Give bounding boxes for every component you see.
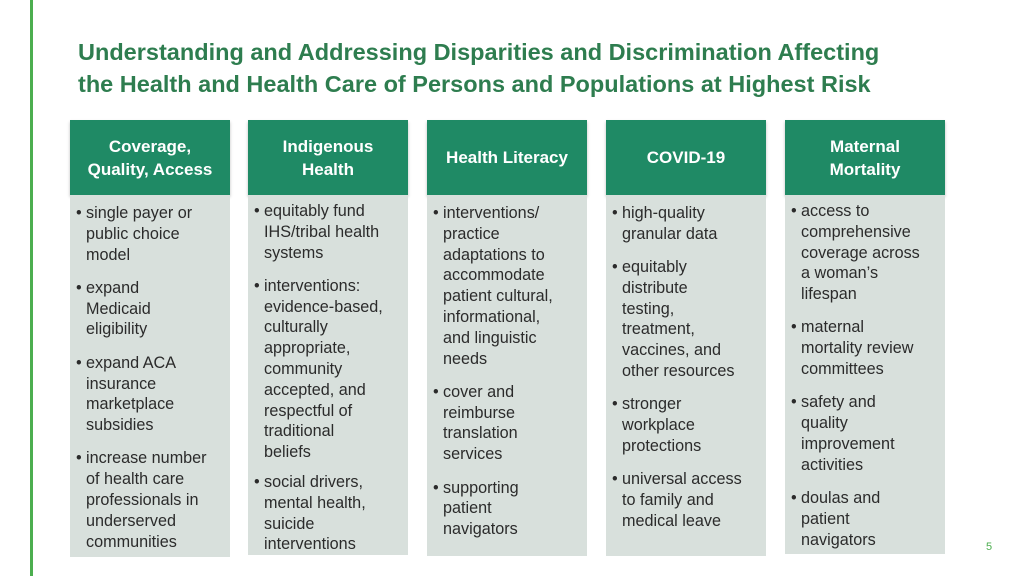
list-item	[612, 469, 760, 531]
item-line: community	[264, 360, 343, 379]
bullet: •	[612, 395, 618, 414]
item-line: a woman’s	[801, 264, 879, 283]
column-header	[427, 120, 587, 195]
item-line: interventions/	[443, 204, 540, 222]
item-line: of health care	[86, 470, 185, 489]
bullet: •	[76, 449, 82, 468]
list-item	[433, 203, 581, 369]
item-line: single payer or	[86, 204, 193, 222]
item-line: traditional	[264, 422, 335, 441]
item-line: medical leave	[622, 511, 721, 530]
bullet: •	[612, 258, 618, 277]
title-line-1: Understanding and Addressing Disparities and Discrimination Affecting	[78, 39, 880, 65]
column-health-literacy	[427, 120, 587, 556]
item-line: to family and	[622, 491, 714, 510]
item-line: access to	[801, 202, 870, 220]
item-line: respectful of	[264, 401, 353, 420]
item-line: culturally	[264, 318, 328, 337]
item-line: mental health,	[264, 493, 366, 512]
item-line: patient	[801, 509, 850, 528]
column-indigenous-health	[248, 120, 408, 555]
column-body	[427, 195, 587, 556]
page-number: 5	[986, 541, 993, 553]
left-accent-bar	[30, 0, 33, 576]
item-line: beliefs	[264, 443, 311, 462]
list-item	[791, 392, 939, 475]
list-item	[612, 394, 760, 456]
list-item	[791, 317, 939, 379]
list-item	[254, 201, 402, 263]
item-line: marketplace	[86, 395, 175, 414]
list-item	[791, 201, 939, 305]
bullet: •	[76, 278, 82, 297]
list-item	[612, 203, 760, 245]
header-line: Coverage,	[108, 136, 192, 156]
column-body	[70, 195, 230, 557]
list-item	[612, 257, 760, 382]
item-line: supporting	[443, 478, 519, 497]
item-line: interventions	[264, 535, 356, 554]
column-covid-19	[606, 120, 766, 556]
column-coverage-quality-access	[70, 120, 230, 557]
item-line: expand ACA	[86, 353, 176, 372]
item-line: translation	[443, 424, 518, 443]
item-line: equitably	[622, 258, 687, 277]
slide-title	[78, 36, 978, 100]
bullet: •	[76, 204, 82, 222]
bullet: •	[791, 202, 797, 220]
item-line: interventions:	[264, 276, 361, 295]
bullet: •	[791, 318, 797, 337]
item-line: stronger	[622, 395, 682, 414]
item-line: informational,	[443, 307, 541, 326]
list-item	[76, 353, 224, 436]
column-maternal-mortality	[785, 120, 945, 554]
item-line: public choice	[86, 224, 180, 243]
list-item	[791, 488, 939, 550]
item-line: accommodate	[443, 266, 545, 285]
item-line: IHS/tribal health	[264, 222, 380, 241]
item-line: improvement	[801, 434, 895, 453]
bullet: •	[254, 276, 260, 295]
column-header	[248, 120, 408, 195]
item-line: high-quality	[622, 204, 705, 222]
bullet: •	[612, 204, 618, 222]
list-item	[76, 203, 224, 265]
bullet: •	[791, 489, 797, 508]
item-line: comprehensive	[801, 222, 911, 241]
item-line: services	[443, 445, 503, 464]
item-line: activities	[801, 455, 864, 474]
header-line: Health	[302, 159, 354, 179]
column-header	[785, 120, 945, 195]
item-line: maternal	[801, 318, 864, 337]
item-line: accepted, and	[264, 380, 366, 399]
bullet: •	[433, 478, 439, 497]
item-line: model	[86, 245, 131, 264]
item-line: distribute	[622, 278, 688, 297]
bullet: •	[254, 473, 260, 492]
item-line: social drivers,	[264, 473, 363, 492]
column-body	[785, 195, 945, 554]
item-line: navigators	[801, 530, 876, 549]
item-line: subsidies	[86, 416, 154, 435]
header-line: Quality, Access	[87, 159, 213, 179]
header-line: Maternal	[830, 136, 900, 156]
item-line: committees	[801, 360, 884, 379]
item-line: coverage across	[801, 243, 920, 262]
bullet: •	[612, 470, 618, 489]
list-item	[433, 478, 581, 540]
item-line: adaptations to	[443, 245, 545, 264]
list-item	[76, 448, 224, 552]
column-body	[248, 195, 408, 555]
item-line: suicide	[264, 514, 315, 533]
item-line: practice	[443, 224, 500, 243]
item-line: safety and	[801, 393, 876, 412]
item-line: Medicaid	[86, 299, 151, 318]
item-line: other resources	[622, 362, 735, 381]
list-item	[76, 278, 224, 340]
item-line: universal access	[622, 470, 742, 489]
header-line: Indigenous	[282, 136, 374, 156]
item-line: workplace	[622, 416, 695, 435]
item-line: communities	[86, 532, 177, 551]
item-line: treatment,	[622, 320, 695, 339]
item-line: expand	[86, 278, 140, 297]
header-line: COVID-19	[646, 148, 726, 167]
item-line: systems	[264, 243, 324, 262]
item-line: equitably fund	[264, 202, 365, 220]
item-line: and linguistic	[443, 328, 537, 347]
column-body	[606, 195, 766, 556]
item-line: patient cultural,	[443, 287, 553, 306]
header-line: Mortality	[829, 159, 901, 179]
item-line: reimburse	[443, 403, 515, 422]
column-header	[70, 120, 230, 195]
header-line: Health Literacy	[446, 148, 568, 167]
item-line: insurance	[86, 374, 157, 393]
item-line: vaccines, and	[622, 341, 721, 360]
item-line: testing,	[622, 299, 675, 318]
item-line: protections	[622, 436, 702, 455]
title-line-2: the Health and Health Care of Persons and Populations at Highest Risk	[78, 71, 871, 97]
item-line: navigators	[443, 520, 518, 539]
list-item	[254, 276, 402, 463]
bullet: •	[254, 202, 260, 220]
item-line: quality	[801, 414, 848, 433]
bullet: •	[433, 382, 439, 401]
bullet: •	[791, 393, 797, 412]
item-line: doulas and	[801, 489, 881, 508]
item-line: evidence-based,	[264, 297, 383, 316]
item-line: appropriate,	[264, 339, 351, 358]
item-line: increase number	[86, 449, 207, 468]
list-item	[433, 382, 581, 465]
list-item	[254, 472, 402, 555]
item-line: lifespan	[801, 285, 857, 304]
item-line: eligibility	[86, 320, 148, 339]
item-line: cover and	[443, 382, 515, 401]
item-line: patient	[443, 499, 492, 518]
item-line: granular data	[622, 224, 718, 243]
item-line: professionals in	[86, 491, 199, 510]
bullet: •	[76, 353, 82, 372]
item-line: mortality review	[801, 339, 914, 358]
item-line: needs	[443, 349, 488, 368]
item-line: underserved	[86, 511, 176, 530]
bullet: •	[433, 204, 439, 222]
column-header	[606, 120, 766, 195]
